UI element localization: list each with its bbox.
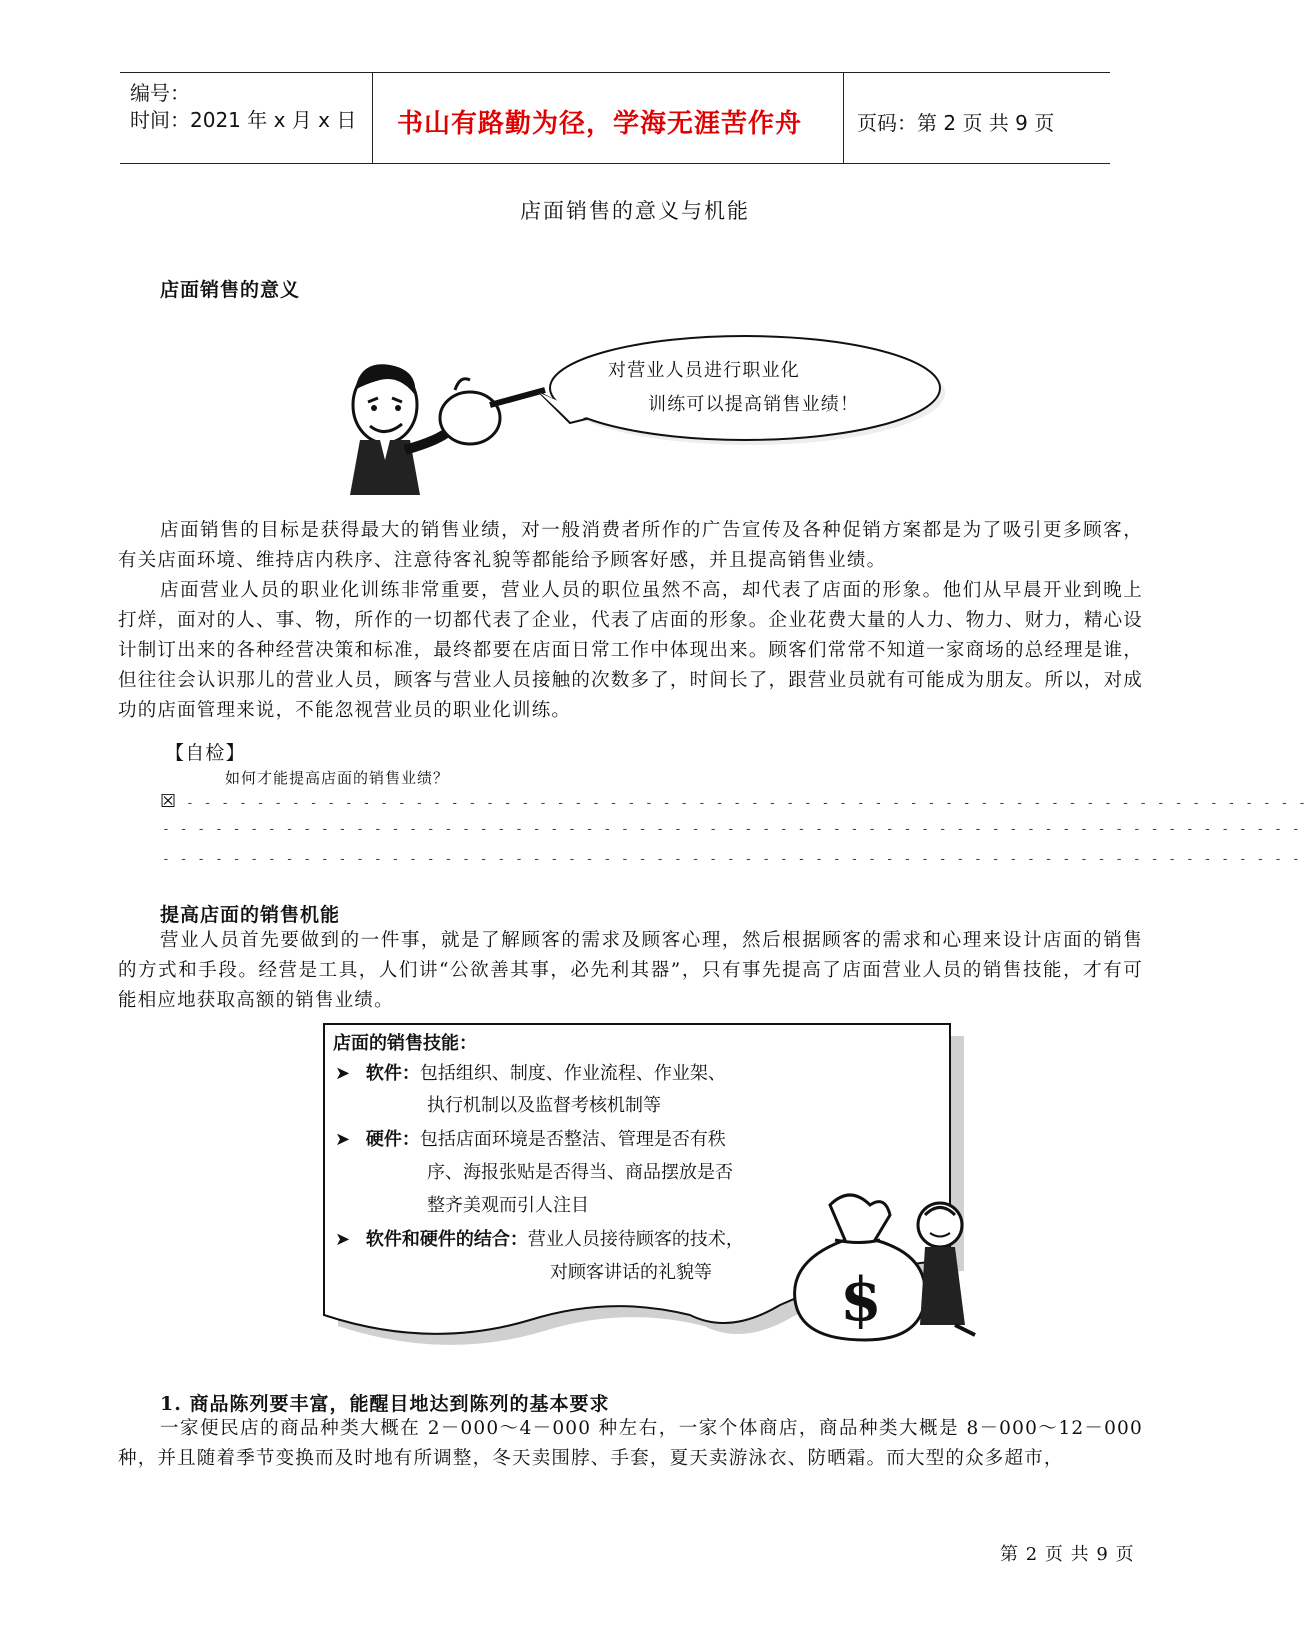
skill-desc: 包括店面环境是否整洁、管理是否有秩 <box>419 1129 726 1150</box>
header-number: 编号： <box>130 81 190 105</box>
skill-item-combined-cont: 对顾客讲话的礼貌等 <box>550 1262 712 1283</box>
answer-line-3[interactable]: - - - - - - - - - - - - - - - - - - - - - - - - - - - - - - - - - - - - - - - - - - - - - - - - - - - - - - - - - - - - - - - - - <box>162 852 1301 867</box>
skill-item-software <box>335 1058 726 1090</box>
dollar-sign-icon: $ <box>840 1265 882 1335</box>
footer-page-number: 第 2 页 共 9 页 <box>1000 1544 1135 1565</box>
page-title: 店面销售的意义与机能 <box>520 199 750 223</box>
header-motto: 书山有路勤为径，学海无涯苦作舟 <box>397 109 803 139</box>
self-check-question: 如何才能提高店面的销售业绩？ <box>225 769 450 787</box>
section-heading-function: 提高店面的销售机能 <box>160 904 341 926</box>
skill-label: 软件： <box>365 1063 420 1084</box>
header-time: 时间：2021 年 x 月 x 日 <box>130 108 357 132</box>
skill-desc: 包括组织、制度、作业流程、作业架、 <box>419 1063 726 1084</box>
section-heading-display: 1. 商品陈列要丰富，能醒目地达到陈列的基本要求 <box>160 1393 610 1415</box>
paragraph-meaning-2: 店面营业人员的职业化训练非常重要，营业人员的职位虽然不高，却代表了店面的形象。他们从早晨开业到晚上打烊，面对的人、事、物，所作的一切都代表了企业，代表了店面的形象。企业花费大量的人力、物力、财力，精心设计制订出来的各种经营决策和标准，最终都要在店面日常工作中体现出来。顾客们常常不知道一家商场的总经理是谁，但往往会认识那儿的营业人员，顾客与营业人员接触的次数多了，时间长了，跟营业员就有可能成为朋友。所以，对成功的店面管理来说，不能忽视营业员的职业化训练。 <box>118 580 1143 721</box>
skill-item-hardware <box>335 1124 726 1156</box>
paragraph-function: 营业人员首先要做到的一件事，就是了解顾客的需求及顾客心理，然后根据顾客的需求和心理来设计店面的销售的方式和手段。经营是工具，人们讲“公欲善其事，必先利其器”，只有事先提高了店面营业人员的销售技能，才有可能相应地获取高额的销售业绩。 <box>118 930 1143 1011</box>
answer-line-1[interactable]: - - - - - - - - - - - - - - - - - - - - - - - - - - - - - - - - - - - - - - - - - - - - - - - - - - - - - - - - - - - - - - - - <box>186 796 1307 811</box>
skill-item-combined <box>335 1224 744 1256</box>
bullet-arrow-icon: ➤ <box>335 1129 351 1150</box>
answer-checkbox[interactable]: ☒ <box>160 791 177 812</box>
skills-box-title: 店面的销售技能： <box>333 1033 477 1054</box>
paragraph-meaning-1: 店面销售的目标是获得最大的销售业绩，对一般消费者所作的广告宣传及各种促销方案都是为了吸引更多顾客，有关店面环境、维持店内秩序、注意待客礼貌等都能给予顾客好感，并且提高销售业绩。 <box>118 520 1143 571</box>
skill-item-hardware-cont1: 序、海报张贴是否得当、商品摆放是否 <box>427 1162 733 1183</box>
money-bag-illustration <box>790 1185 980 1345</box>
header-top-rule <box>120 72 1110 73</box>
skill-label: 硬件： <box>365 1129 420 1150</box>
answer-line-2[interactable]: - - - - - - - - - - - - - - - - - - - - - - - - - - - - - - - - - - - - - - - - - - - - - - - - - - - - - - - - - - - - - - - - - <box>162 822 1301 837</box>
bullet-arrow-icon: ➤ <box>335 1229 351 1250</box>
bubble-text-line1: 对营业人员进行职业化 <box>608 360 800 381</box>
skill-item-software-cont: 执行机制以及监督考核机制等 <box>427 1095 661 1116</box>
header-bottom-rule <box>120 163 1110 164</box>
skill-label: 软件和硬件的结合： <box>365 1229 528 1250</box>
header-page: 页码：第 2 页 共 9 页 <box>857 111 1055 135</box>
section-heading-meaning: 店面销售的意义 <box>160 279 301 301</box>
skill-desc: 营业人员接待顾客的技术， <box>527 1229 744 1250</box>
bubble-text-line2: 训练可以提高销售业绩！ <box>648 394 860 415</box>
salesman-pointing-illustration <box>340 360 550 500</box>
paragraph-display: 一家便民店的商品种类大概在 2－000～4－000 种左右，一家个体商店，商品种类大概是 8－000～12－000 种，并且随着季节变换而及时地有所调整，冬天卖围脖、手套，夏天卖游泳衣、防晒霜。而大型的众多超市， <box>118 1418 1143 1469</box>
header-divider-right <box>843 73 844 163</box>
bullet-arrow-icon: ➤ <box>335 1063 351 1084</box>
skill-item-hardware-cont2: 整齐美观而引人注目 <box>427 1195 589 1216</box>
header-divider-left <box>372 73 373 163</box>
self-check-label: 【自检】 <box>165 742 246 764</box>
